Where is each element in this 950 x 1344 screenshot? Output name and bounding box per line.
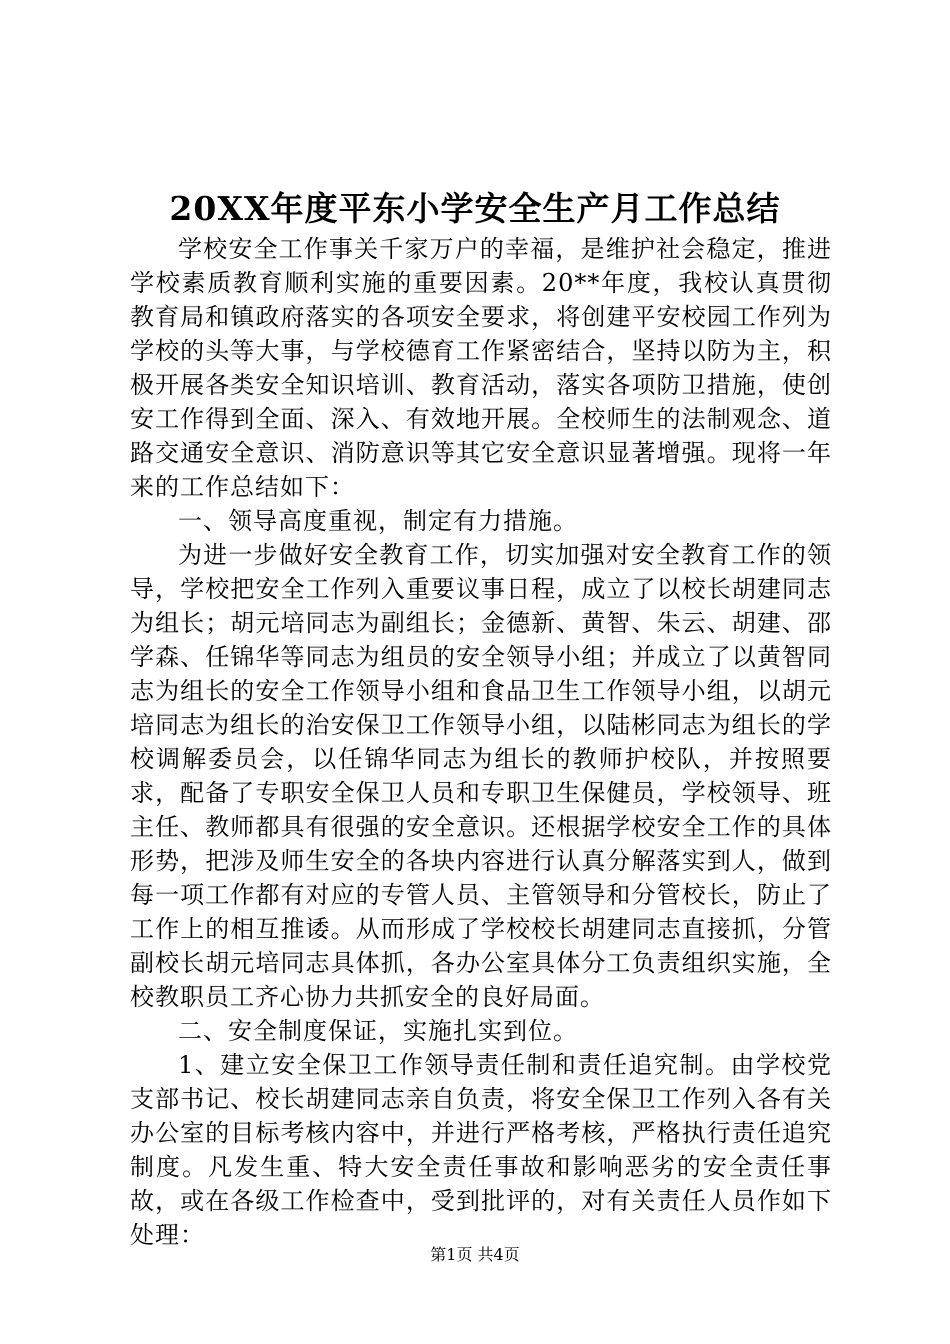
- section-heading-1: 一、领导高度重视，制定有力措施。: [178, 507, 578, 535]
- paragraph-responsibility: 1、建立安全保卫工作领导责任制和责任追究制。由学校党支部书记、校长胡建同志亲自负责，将安全保卫工作列入各有关办公室的目标考核内容中，并进行严格考核，严格执行责任追究制度。凡发生重、特大安全责任事故和影响恶劣的安全责任事故，或在各级工作检查中，受到批评的，对有关责任人员作如下处理：: [130, 1051, 832, 1249]
- paragraph-intro: 学校安全工作事关千家万户的幸福，是维护社会稳定，推进学校素质教育顺利实施的重要因素。20**年度，我校认真贯彻教育局和镇政府落实的各项安全要求，将创建平安校园工作列为学校的头等大事，与学校德育工作紧密结合，坚持以防为主，积极开展各类安全知识培训、教育活动，落实各项防卫措施，使创安工作得到全面、深入、有效地开展。全校师生的法制观念、道路交通安全意识、消防意识等其它安全意识显著增强。现将一年来的工作总结如下：: [130, 235, 832, 501]
- section-heading-2: 二、安全制度保证，实施扎实到位。: [178, 1017, 578, 1045]
- paragraph-leadership: 为进一步做好安全教育工作，切实加强对安全教育工作的领导，学校把安全工作列入重要议事日程，成立了以校长胡建同志为组长；胡元培同志为副组长；金德新、黄智、朱云、胡建、邵学森、任锦华等同志为组员的安全领导小组；并成立了以黄智同志为组长的安全工作领导小组和食品卫生工作领导小组，以胡元培同志为组长的治安保卫工作领导小组，以陆彬同志为组长的学校调解委员会，以任锦华同志为组长的教师护校队，并按照要求，配备了专职安全保卫人员和专职卫生保健员，学校领导、班主任、教师都具有很强的安全意识。还根据学校安全工作的具体形势，把涉及师生安全的各块内容进行认真分解落实到人，做到每一项工作都有对应的专管人员、主管领导和分管校长，防止了工作上的相互推诿。从而形成了学校校长胡建同志直接抓，分管副校长胡元培同志具体抓，各办公室具体分工负责组织实施，全校教职员工齐心协力共抓安全的良好局面。: [130, 541, 832, 1011]
- document-title: 20XX年度平东小学安全生产月工作总结: [169, 189, 781, 228]
- page-footer: 第1页 共4页: [430, 1245, 520, 1264]
- document-body: [130, 232, 832, 1252]
